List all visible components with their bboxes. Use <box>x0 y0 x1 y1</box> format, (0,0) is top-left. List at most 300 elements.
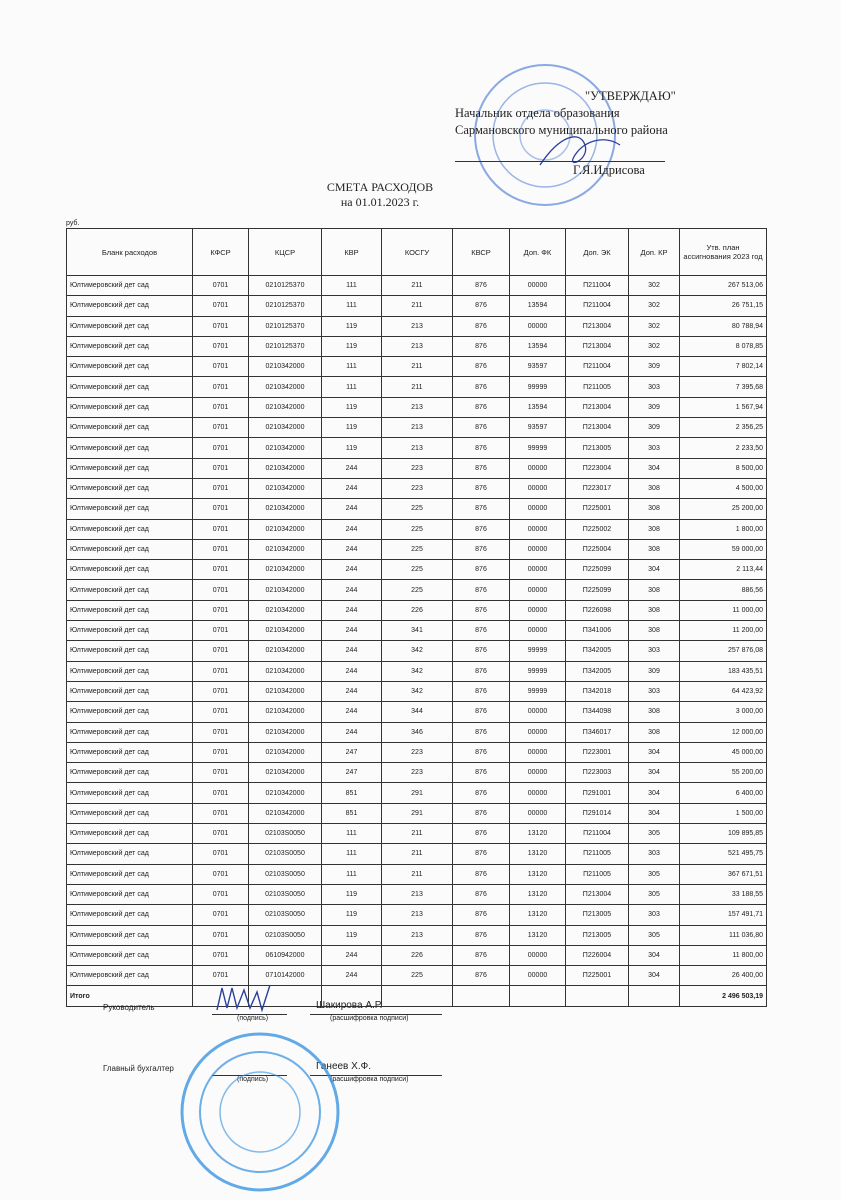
table-cell: 304 <box>629 742 680 762</box>
column-header: Утв. план ассигнования 2023 год <box>680 229 767 276</box>
table-cell: 876 <box>453 844 510 864</box>
table-cell: 00000 <box>510 519 566 539</box>
table-cell: Юлтимеровский дет сад <box>67 844 193 864</box>
table-cell: 111 <box>322 357 382 377</box>
column-header: Доп. ФК <box>510 229 566 276</box>
table-cell: 876 <box>453 803 510 823</box>
table-cell: 0701 <box>193 316 249 336</box>
table-cell: П223017 <box>566 478 629 498</box>
table-cell: 876 <box>453 397 510 417</box>
table-cell: 244 <box>322 945 382 965</box>
table-cell: П226004 <box>566 945 629 965</box>
table-row <box>67 905 767 925</box>
table-cell: 876 <box>453 600 510 620</box>
table-cell: П291001 <box>566 783 629 803</box>
table-row <box>67 884 767 904</box>
table-cell: 0210342000 <box>249 681 322 701</box>
table-cell: Юлтимеровский дет сад <box>67 458 193 478</box>
table-row <box>67 276 767 296</box>
table-cell: 13120 <box>510 824 566 844</box>
table-cell: 64 423,92 <box>680 681 767 701</box>
table-cell: 111 <box>322 824 382 844</box>
table-row <box>67 621 767 641</box>
table-cell: 0210342000 <box>249 722 322 742</box>
table-cell: 876 <box>453 336 510 356</box>
table-cell: 304 <box>629 966 680 986</box>
approver-position: Начальник отдела образования <box>455 106 620 120</box>
table-row <box>67 641 767 661</box>
table-cell: Юлтимеровский дет сад <box>67 722 193 742</box>
table-cell: 183 435,51 <box>680 661 767 681</box>
table-cell: 0701 <box>193 377 249 397</box>
table-cell: 876 <box>453 681 510 701</box>
table-cell: 244 <box>322 478 382 498</box>
table-cell: 0701 <box>193 945 249 965</box>
table-cell: 111 <box>322 864 382 884</box>
table-cell: 0210342000 <box>249 397 322 417</box>
table-cell: 02103S0050 <box>249 925 322 945</box>
table-cell: 119 <box>322 925 382 945</box>
table-row <box>67 681 767 701</box>
table-cell: 309 <box>629 397 680 417</box>
table-cell: 99999 <box>510 641 566 661</box>
table-cell: 304 <box>629 458 680 478</box>
table-row <box>67 336 767 356</box>
table-cell: 876 <box>453 560 510 580</box>
table-cell: 213 <box>382 336 453 356</box>
table-cell: 00000 <box>510 580 566 600</box>
approver-district: Сармановского муниципального района <box>455 123 668 137</box>
table-cell: 213 <box>382 316 453 336</box>
table-cell: Юлтимеровский дет сад <box>67 377 193 397</box>
table-cell: 8 078,85 <box>680 336 767 356</box>
table-cell: П213004 <box>566 884 629 904</box>
table-cell: 876 <box>453 580 510 600</box>
table-cell: 13594 <box>510 296 566 316</box>
table-row <box>67 539 767 559</box>
table-cell: 0210125370 <box>249 336 322 356</box>
table-cell: 0210342000 <box>249 783 322 803</box>
table-cell: 00000 <box>510 499 566 519</box>
table-row <box>67 580 767 600</box>
table-cell: 244 <box>322 966 382 986</box>
table-header <box>67 229 767 276</box>
table-cell: 257 876,08 <box>680 641 767 661</box>
table-cell: 309 <box>629 661 680 681</box>
table-row <box>67 418 767 438</box>
table-cell: 00000 <box>510 763 566 783</box>
table-cell: 309 <box>629 357 680 377</box>
table-cell: 0701 <box>193 783 249 803</box>
table-cell: П211004 <box>566 357 629 377</box>
table-row <box>67 925 767 945</box>
table-cell: Юлтимеровский дет сад <box>67 621 193 641</box>
table-cell: 244 <box>322 600 382 620</box>
table-cell: 13120 <box>510 905 566 925</box>
table-cell: 00000 <box>510 621 566 641</box>
table-row <box>67 600 767 620</box>
table-cell: 119 <box>322 397 382 417</box>
table-cell: 876 <box>453 884 510 904</box>
table-cell: 00000 <box>510 702 566 722</box>
table-cell: 308 <box>629 580 680 600</box>
table-cell: 0701 <box>193 925 249 945</box>
table-cell: П225099 <box>566 580 629 600</box>
table-cell: П213004 <box>566 316 629 336</box>
table-cell: 00000 <box>510 560 566 580</box>
total-label: Итого <box>67 986 193 1006</box>
table-row <box>67 458 767 478</box>
table-cell: 876 <box>453 519 510 539</box>
table-row <box>67 519 767 539</box>
table-cell: 876 <box>453 357 510 377</box>
table-cell: 0701 <box>193 438 249 458</box>
table-cell: 303 <box>629 641 680 661</box>
table-cell: 244 <box>322 580 382 600</box>
table-cell: 876 <box>453 539 510 559</box>
empty-cell <box>566 986 629 1006</box>
table-cell: 213 <box>382 418 453 438</box>
table-cell: 1 567,94 <box>680 397 767 417</box>
table-row <box>67 438 767 458</box>
table-cell: 0701 <box>193 478 249 498</box>
table-cell: 99999 <box>510 438 566 458</box>
table-cell: 211 <box>382 377 453 397</box>
table-cell: 00000 <box>510 966 566 986</box>
table-cell: П223004 <box>566 458 629 478</box>
table-cell: Юлтимеровский дет сад <box>67 316 193 336</box>
table-cell: 0701 <box>193 621 249 641</box>
table-cell: 303 <box>629 377 680 397</box>
table-cell: 1 500,00 <box>680 803 767 823</box>
table-cell: 0701 <box>193 824 249 844</box>
table-cell: 291 <box>382 803 453 823</box>
table-cell: 00000 <box>510 945 566 965</box>
table-cell: П213005 <box>566 438 629 458</box>
table-row <box>67 377 767 397</box>
accountant-name: Ганеев Х.Ф. <box>316 1061 371 1072</box>
table-row <box>67 560 767 580</box>
table-row <box>67 966 767 986</box>
table-cell: 244 <box>322 499 382 519</box>
table-cell: 305 <box>629 864 680 884</box>
table-cell: 02103S0050 <box>249 884 322 904</box>
table-cell: 0210342000 <box>249 641 322 661</box>
table-cell: 00000 <box>510 722 566 742</box>
table-cell: 0210342000 <box>249 560 322 580</box>
table-cell: 13120 <box>510 844 566 864</box>
table-cell: 93597 <box>510 357 566 377</box>
table-cell: П341006 <box>566 621 629 641</box>
table-cell: 367 671,51 <box>680 864 767 884</box>
table-cell: 0701 <box>193 296 249 316</box>
table-row <box>67 803 767 823</box>
currency-unit: руб. <box>66 220 80 227</box>
table-cell: 0210342000 <box>249 357 322 377</box>
table-cell: 213 <box>382 905 453 925</box>
table-cell: 876 <box>453 925 510 945</box>
table-cell: 223 <box>382 478 453 498</box>
table-cell: 876 <box>453 276 510 296</box>
table-cell: 342 <box>382 681 453 701</box>
table-cell: 308 <box>629 539 680 559</box>
table-cell: 0210342000 <box>249 621 322 641</box>
approval-block <box>455 88 676 179</box>
table-cell: 304 <box>629 803 680 823</box>
table-cell: 2 113,44 <box>680 560 767 580</box>
table-cell: 0701 <box>193 844 249 864</box>
table-cell: 346 <box>382 722 453 742</box>
table-cell: П225001 <box>566 499 629 519</box>
table-cell: П346017 <box>566 722 629 742</box>
table-cell: Юлтимеровский дет сад <box>67 296 193 316</box>
table-cell: 244 <box>322 722 382 742</box>
document-title <box>0 180 760 210</box>
title-text: СМЕТА РАСХОДОВ <box>326 180 434 194</box>
table-cell: Юлтимеровский дет сад <box>67 418 193 438</box>
table-cell: 0701 <box>193 641 249 661</box>
table-cell: Юлтимеровский дет сад <box>67 499 193 519</box>
table-cell: 00000 <box>510 803 566 823</box>
table-cell: 244 <box>322 621 382 641</box>
table-row <box>67 864 767 884</box>
table-cell: 886,56 <box>680 580 767 600</box>
table-cell: 876 <box>453 296 510 316</box>
table-cell: Юлтимеровский дет сад <box>67 742 193 762</box>
approver-name: Г.Я.Идрисова <box>573 163 645 177</box>
table-cell: 302 <box>629 276 680 296</box>
table-row <box>67 357 767 377</box>
table-cell: 244 <box>322 458 382 478</box>
signature-line <box>455 139 665 162</box>
column-header: КВР <box>322 229 382 276</box>
table-cell: 0701 <box>193 336 249 356</box>
table-row <box>67 499 767 519</box>
table-cell: 26 751,15 <box>680 296 767 316</box>
table-cell: 223 <box>382 742 453 762</box>
table-row <box>67 824 767 844</box>
table-cell: Юлтимеровский дет сад <box>67 925 193 945</box>
table-row <box>67 661 767 681</box>
table-cell: 33 188,55 <box>680 884 767 904</box>
table-cell: 0701 <box>193 600 249 620</box>
table-cell: 876 <box>453 418 510 438</box>
table-cell: 244 <box>322 560 382 580</box>
approval-label: "УТВЕРЖДАЮ" <box>585 89 676 103</box>
table-cell: 0210342000 <box>249 458 322 478</box>
table-cell: Юлтимеровский дет сад <box>67 478 193 498</box>
table-cell: 244 <box>322 681 382 701</box>
table-cell: 119 <box>322 884 382 904</box>
table-cell: 26 400,00 <box>680 966 767 986</box>
table-cell: 00000 <box>510 783 566 803</box>
table-cell: 0701 <box>193 458 249 478</box>
table-cell: 303 <box>629 844 680 864</box>
table-cell: 00000 <box>510 478 566 498</box>
table-cell: 876 <box>453 783 510 803</box>
table-cell: 11 800,00 <box>680 945 767 965</box>
table-cell: 304 <box>629 560 680 580</box>
column-header: Бланк расходов <box>67 229 193 276</box>
column-header: КФСР <box>193 229 249 276</box>
table-cell: 3 000,00 <box>680 702 767 722</box>
column-header: Доп. КР <box>629 229 680 276</box>
table-cell: 876 <box>453 945 510 965</box>
table-cell: 291 <box>382 783 453 803</box>
table-cell: 0701 <box>193 742 249 762</box>
table-cell: Юлтимеровский дет сад <box>67 276 193 296</box>
table-cell: 13120 <box>510 884 566 904</box>
table-cell: 0210342000 <box>249 499 322 519</box>
table-cell: 0210342000 <box>249 377 322 397</box>
table-cell: 0210342000 <box>249 742 322 762</box>
table-cell: П342005 <box>566 641 629 661</box>
table-cell: 302 <box>629 336 680 356</box>
table-cell: 111 <box>322 296 382 316</box>
table-cell: Юлтимеровский дет сад <box>67 580 193 600</box>
table-cell: П213005 <box>566 925 629 945</box>
table-cell: 02103S0050 <box>249 905 322 925</box>
table-cell: 0701 <box>193 702 249 722</box>
table-cell: 0701 <box>193 560 249 580</box>
table-row <box>67 722 767 742</box>
table-cell: 119 <box>322 905 382 925</box>
table-cell: 0701 <box>193 722 249 742</box>
table-cell: 109 895,85 <box>680 824 767 844</box>
table-cell: 341 <box>382 621 453 641</box>
table-cell: П223001 <box>566 742 629 762</box>
table-cell: П226098 <box>566 600 629 620</box>
table-cell: 0701 <box>193 519 249 539</box>
table-row <box>67 763 767 783</box>
table-cell: 45 000,00 <box>680 742 767 762</box>
empty-cell <box>453 986 510 1006</box>
table-cell: Юлтимеровский дет сад <box>67 702 193 722</box>
empty-cell <box>510 986 566 1006</box>
table-cell: 0701 <box>193 763 249 783</box>
table-cell: Юлтимеровский дет сад <box>67 884 193 904</box>
table-cell: 0701 <box>193 905 249 925</box>
table-cell: 211 <box>382 296 453 316</box>
table-cell: П211005 <box>566 844 629 864</box>
table-cell: 876 <box>453 438 510 458</box>
table-cell: 0710142000 <box>249 966 322 986</box>
column-header: КЦСР <box>249 229 322 276</box>
table-cell: 244 <box>322 519 382 539</box>
table-cell: 0701 <box>193 357 249 377</box>
table-cell: П213004 <box>566 418 629 438</box>
table-cell: Юлтимеровский дет сад <box>67 966 193 986</box>
table-cell: П225002 <box>566 519 629 539</box>
table-row <box>67 316 767 336</box>
table-cell: Юлтимеровский дет сад <box>67 783 193 803</box>
table-cell: 225 <box>382 539 453 559</box>
table-cell: 0701 <box>193 418 249 438</box>
table-cell: Юлтимеровский дет сад <box>67 945 193 965</box>
table-row <box>67 742 767 762</box>
head-label: Руководитель <box>103 1003 155 1012</box>
table-cell: 0210342000 <box>249 478 322 498</box>
table-cell: П211004 <box>566 296 629 316</box>
table-cell: Юлтимеровский дет сад <box>67 681 193 701</box>
table-cell: 213 <box>382 884 453 904</box>
table-cell: 25 200,00 <box>680 499 767 519</box>
table-cell: 213 <box>382 925 453 945</box>
table-cell: 304 <box>629 763 680 783</box>
table-cell: 876 <box>453 722 510 742</box>
table-cell: 247 <box>322 742 382 762</box>
table-cell: П225001 <box>566 966 629 986</box>
table-cell: 344 <box>382 702 453 722</box>
table-cell: 0701 <box>193 966 249 986</box>
table-cell: 309 <box>629 418 680 438</box>
table-row <box>67 702 767 722</box>
table-cell: 308 <box>629 499 680 519</box>
table-cell: 00000 <box>510 600 566 620</box>
table-cell: 0701 <box>193 803 249 823</box>
table-cell: 0210342000 <box>249 519 322 539</box>
table-cell: 267 513,06 <box>680 276 767 296</box>
table-cell: 876 <box>453 458 510 478</box>
table-cell: Юлтимеровский дет сад <box>67 357 193 377</box>
table-cell: 13120 <box>510 925 566 945</box>
table-cell: 521 495,75 <box>680 844 767 864</box>
table-cell: 0210342000 <box>249 580 322 600</box>
table-cell: П211004 <box>566 824 629 844</box>
table-cell: 876 <box>453 742 510 762</box>
table-cell: Юлтимеровский дет сад <box>67 864 193 884</box>
table-cell: 302 <box>629 316 680 336</box>
table-cell: 876 <box>453 763 510 783</box>
accountant-decode-caption: (расшифровка подписи) <box>330 1076 409 1083</box>
table-cell: 211 <box>382 824 453 844</box>
table-cell: 308 <box>629 519 680 539</box>
table-cell: 0210342000 <box>249 763 322 783</box>
table-cell: 13594 <box>510 397 566 417</box>
table-row <box>67 844 767 864</box>
table-cell: 244 <box>322 661 382 681</box>
table-cell: 225 <box>382 966 453 986</box>
table-cell: 0210342000 <box>249 702 322 722</box>
table-cell: 851 <box>322 803 382 823</box>
table-cell: 305 <box>629 884 680 904</box>
table-cell: Юлтимеровский дет сад <box>67 600 193 620</box>
table-cell: 303 <box>629 681 680 701</box>
table-cell: 99999 <box>510 377 566 397</box>
table-cell: Юлтимеровский дет сад <box>67 519 193 539</box>
table-cell: 303 <box>629 438 680 458</box>
table-cell: 59 000,00 <box>680 539 767 559</box>
table-cell: 211 <box>382 864 453 884</box>
table-cell: 876 <box>453 621 510 641</box>
table-cell: П344098 <box>566 702 629 722</box>
column-header: КОСГУ <box>382 229 453 276</box>
table-cell: Юлтимеровский дет сад <box>67 803 193 823</box>
table-cell: 876 <box>453 499 510 519</box>
table-cell: 305 <box>629 824 680 844</box>
table-cell: 7 802,14 <box>680 357 767 377</box>
table-cell: 308 <box>629 621 680 641</box>
table-cell: Юлтимеровский дет сад <box>67 905 193 925</box>
total-value: 2 496 503,19 <box>680 986 767 1006</box>
table-cell: 876 <box>453 966 510 986</box>
table-cell: 244 <box>322 702 382 722</box>
empty-cell <box>382 986 453 1006</box>
table-cell: 111 036,80 <box>680 925 767 945</box>
table-cell: 302 <box>629 296 680 316</box>
empty-cell <box>249 986 322 1006</box>
table-cell: 308 <box>629 600 680 620</box>
